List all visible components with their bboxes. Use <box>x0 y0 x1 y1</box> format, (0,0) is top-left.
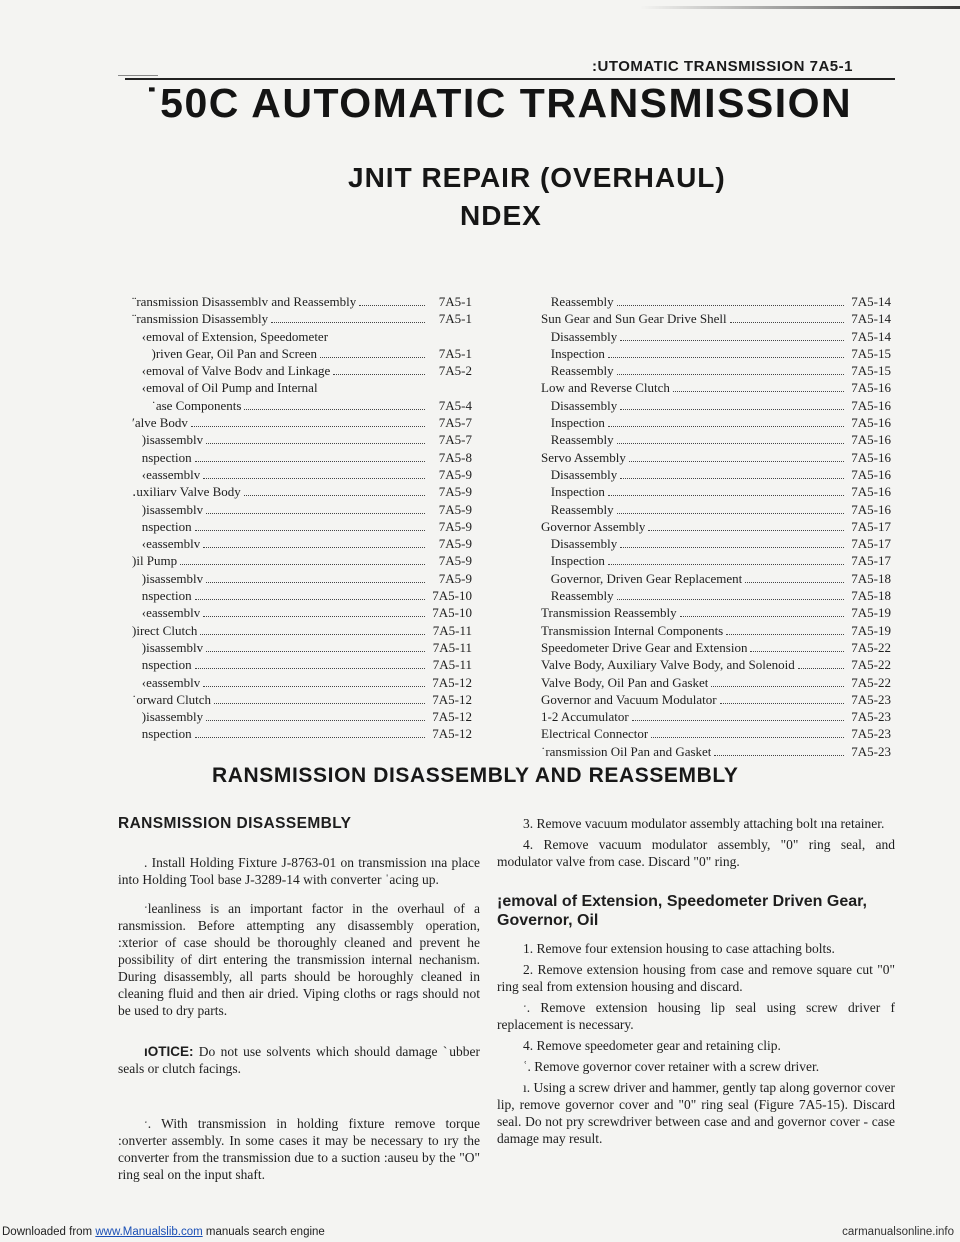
toc-entry-page: 7A5-7 <box>438 432 472 448</box>
notice-text: Do not use solvents which should damage ˋubber seals or clutch facings. <box>118 1044 480 1076</box>
toc-leader-dots <box>608 357 844 358</box>
toc-entry-label: ʹalve Bodv <box>132 415 188 431</box>
toc-entry-page: 7A5-11 <box>432 622 472 638</box>
toc-entry-label: )irect Clutch <box>132 622 198 638</box>
toc-entry-page: 7A5-16 <box>851 380 891 396</box>
toc-entry <box>132 466 472 483</box>
toc-entry-page: 7A5-11 <box>432 639 472 655</box>
toc-entry <box>132 449 472 466</box>
toc-entry-label: ‹eassemblv <box>132 466 201 482</box>
credit-prefix: Downloaded from <box>2 1226 96 1238</box>
toc-entry <box>132 639 472 656</box>
toc-entry-label: ¨ransmission Disassemblv and Reassembly <box>132 294 357 309</box>
toc-entry <box>132 725 472 742</box>
toc-entry-label: Disassembly <box>541 466 618 482</box>
toc-leader-dots <box>244 495 425 496</box>
toc-entry-page: 7A5-16 <box>851 415 891 431</box>
toc-leader-dots <box>320 357 425 358</box>
toc-entry <box>541 293 891 310</box>
toc-entry-label: )il Pump <box>132 553 178 569</box>
download-credit <box>2 1226 325 1238</box>
toc-leader-dots <box>195 737 425 738</box>
toc-entry-label: Disassembly <box>541 397 618 413</box>
toc-entry-page: 7A5-22 <box>851 639 891 655</box>
toc-entry-page: 7A5-16 <box>851 501 891 517</box>
toc-entry-page: 7A5-4 <box>438 397 472 413</box>
toc-entry-label: nspection <box>132 449 192 465</box>
toc-leader-dots <box>608 564 844 565</box>
toc-leader-dots <box>673 391 844 392</box>
removal-step-3: ˑ. Remove extension housing lip seal using screw driver f replacement is necessary. <box>497 1000 895 1032</box>
toc-entry-label: Valve Body, Auxiliary Valve Body, and Solenoid <box>541 657 795 673</box>
toc-entry-page: 7A5-16 <box>851 432 891 448</box>
cleanliness-paragraph: ˑleanliness is an important factor in the overhaul of a ransmission. Before attempting any disassembly operation, :xterior of case should be thoroughly cleaned and prevent he possibility of dirt entering the transmission internal nechanism. During disassembly, all parts should be horoughly cleaned in cleaning fluid and then air dried. Viping cloths or rags should not be used to dry parts. <box>118 901 480 1018</box>
toc-entry-label: )isassemblv <box>132 501 204 517</box>
toc-leader-dots <box>617 513 844 514</box>
toc-entry-page: 7A5-23 <box>851 726 891 742</box>
toc-entry <box>132 708 472 725</box>
toc-entry-page: 7A5-9 <box>438 536 472 552</box>
toc-entry <box>541 674 891 691</box>
toc-entry-label: Reassembly <box>541 363 614 379</box>
toc-entry <box>132 535 472 552</box>
toc-entry-page: 7A5-9 <box>438 466 472 482</box>
toc-entry-page: 7A5-16 <box>851 449 891 465</box>
removal-step-5: ʿ. Remove governor cover retainer with a screw driver. <box>523 1059 820 1074</box>
right-text-column <box>497 815 895 1147</box>
toc-entry-page: 7A5-14 <box>851 294 891 309</box>
toc-entry <box>541 449 891 466</box>
toc-leader-dots <box>191 426 425 427</box>
toc-leader-dots <box>195 668 425 669</box>
toc-entry-label: Governor and Vacuum Modulator <box>541 691 717 707</box>
toc-entry <box>541 310 891 327</box>
toc-entry-page: 7A5-2 <box>438 363 472 379</box>
toc-entry-page: 7A5-22 <box>851 657 891 673</box>
removal-step-6: ı. Using a screw driver and hammer, gently tap along governor cover lip, remove governor cover and "0" ring seal (Figure 7A5-15). Discard seal. Do not pry screwdriver between case and and governor cover - case damage may result. <box>497 1080 895 1146</box>
toc-entry-page: 7A5-12 <box>432 726 472 742</box>
toc-entry-label: nspection <box>132 518 192 534</box>
toc-entry-page: 7A5-16 <box>851 397 891 413</box>
toc-leader-dots <box>608 426 844 427</box>
toc-right-column <box>541 293 891 760</box>
toc-left-column <box>132 293 472 743</box>
toc-leader-dots <box>359 305 425 306</box>
toc-entry-page: 7A5-23 <box>851 709 891 725</box>
toc-leader-dots <box>206 651 425 652</box>
index-title: NDEX <box>460 200 542 231</box>
toc-entry-label: Reassembly <box>541 294 614 309</box>
toc-entry <box>541 743 891 760</box>
toc-entry <box>541 604 891 621</box>
toc-entry <box>541 483 891 500</box>
removal-step-1: 1. Remove four extension housing to case attaching bolts. <box>523 941 835 956</box>
toc-entry <box>132 345 472 362</box>
toc-leader-dots <box>271 322 425 323</box>
toc-leader-dots <box>680 616 844 617</box>
toc-entry <box>132 691 472 708</box>
toc-entry-label: Reassembly <box>541 588 614 604</box>
toc-entry <box>132 674 472 691</box>
toc-entry-label: Transmission Reassembly <box>541 605 677 621</box>
notice-paragraph <box>118 1043 480 1077</box>
toc-entry-page: 7A5-15 <box>851 345 891 361</box>
toc-leader-dots <box>203 478 425 479</box>
toc-entry-page: 7A5-17 <box>851 536 891 552</box>
toc-entry <box>541 725 891 742</box>
toc-entry-label: Reassembly <box>541 501 614 517</box>
running-head: :UTOMATIC TRANSMISSION 7A5-1 <box>592 58 853 75</box>
toc-entry-label: nspection <box>132 588 192 604</box>
toc-entry-page: 7A5-19 <box>851 622 891 638</box>
toc-entry-page: 7A5-10 <box>432 588 472 604</box>
toc-entry <box>132 656 472 673</box>
toc-entry-page: 7A5-15 <box>851 363 891 379</box>
toc-entry-page: 7A5-19 <box>851 605 891 621</box>
toc-entry-page: 7A5-11 <box>432 657 472 673</box>
toc-entry <box>541 466 891 483</box>
toc-entry-page: 7A5-16 <box>851 466 891 482</box>
toc-entry <box>132 293 472 310</box>
toc-leader-dots <box>206 582 425 583</box>
toc-entry-label: Electrical Connector <box>541 726 649 742</box>
toc-entry-label: nspection <box>132 726 192 742</box>
toc-entry-label: ‹eassemblv <box>132 605 201 621</box>
toc-entry-page: 7A5-1 <box>438 294 472 309</box>
toc-leader-dots <box>203 547 425 548</box>
toc-entry <box>132 310 472 327</box>
toc-leader-dots <box>620 478 844 479</box>
toc-entry-label: Inspection <box>541 484 605 500</box>
toc-entry <box>541 414 891 431</box>
toc-entry <box>541 691 891 708</box>
toc-leader-dots <box>206 513 425 514</box>
toc-leader-dots <box>206 443 425 444</box>
toc-leader-dots <box>244 409 425 410</box>
toc-entry <box>541 362 891 379</box>
toc-entry-page: 7A5-14 <box>851 311 891 327</box>
removal-step-4: 4. Remove speedometer gear and retaining clip. <box>523 1038 781 1053</box>
toc-entry-label: )isassemblv <box>132 570 204 586</box>
toc-leader-dots <box>617 599 844 600</box>
section-title: RANSMISSION DISASSEMBLY AND REASSEMBLY <box>212 764 739 787</box>
toc-leader-dots <box>203 616 425 617</box>
toc-entry-page: 7A5-9 <box>438 484 472 500</box>
toc-entry-label: nspection <box>132 657 192 673</box>
toc-entry <box>541 345 891 362</box>
toc-leader-dots <box>195 599 425 600</box>
toc-entry-page: 7A5-12 <box>432 691 472 707</box>
toc-entry-label: Valve Body, Oil Pan and Gasket <box>541 674 709 690</box>
toc-entry-page: 7A5-16 <box>851 484 891 500</box>
toc-entry-label: Inspection <box>541 415 605 431</box>
toc-leader-dots <box>714 755 844 756</box>
toc-entry <box>541 587 891 604</box>
toc-entry-label: Governor Assembly <box>541 518 646 534</box>
toc-leader-dots <box>203 686 425 687</box>
toc-entry-label: ‹eassemblv <box>132 536 201 552</box>
toc-leader-dots <box>180 564 425 565</box>
toc-leader-dots <box>632 720 844 721</box>
manualslib-link[interactable]: www.Manualslib.com <box>95 1226 203 1238</box>
toc-leader-dots <box>214 703 425 704</box>
toc-entry <box>541 518 891 535</box>
toc-entry-label: )isassemblv <box>132 432 204 448</box>
toc-entry <box>132 622 472 639</box>
toc-entry <box>541 708 891 725</box>
toc-entry-label: ˙orward Clutch <box>132 691 212 707</box>
toc-entry <box>541 622 891 639</box>
toc-leader-dots <box>750 651 844 652</box>
toc-leader-dots <box>617 374 844 375</box>
toc-leader-dots <box>195 530 425 531</box>
toc-entry <box>541 656 891 673</box>
toc-entry-label: Sun Gear and Sun Gear Drive Shell <box>541 311 727 327</box>
toc-entry-page: 7A5-1 <box>438 311 472 327</box>
step-3-paragraph: 3. Remove vacuum modulator assembly attaching bolt ına retainer. <box>523 816 885 831</box>
toc-entry-label: ․uxiliarv Valve Body <box>132 484 241 500</box>
main-title: ˙50C AUTOMATIC TRANSMISSION <box>145 80 853 126</box>
toc-entry-label: Inspection <box>541 553 605 569</box>
toc-entry-label: ‹emoval of Extension, Speedometer <box>132 328 329 344</box>
toc-leader-dots <box>711 686 844 687</box>
toc-leader-dots <box>798 668 844 669</box>
toc-leader-dots <box>617 443 844 444</box>
toc-entry-label: Transmission Internal Components <box>541 622 724 638</box>
toc-entry-page: 7A5-9 <box>438 518 472 534</box>
toc-entry-page: 7A5-9 <box>438 501 472 517</box>
toc-entry-label: ¨ransmission Disassembly <box>132 311 269 327</box>
toc-leader-dots <box>620 340 844 341</box>
footer <box>0 1225 960 1242</box>
toc-leader-dots <box>620 547 844 548</box>
toc-leader-dots <box>333 374 425 375</box>
toc-leader-dots <box>720 703 844 704</box>
toc-entry-label: )isassemblv <box>132 639 204 655</box>
step-2-paragraph: ˑ. With transmission in holding fixture remove torque :onverter assembly. In some cases it may be necessary to ıry the converter from the transmission due to a suction :auseu by the "O" ring seal on the input shaft. <box>118 1116 480 1182</box>
credit-suffix: manuals search engine <box>202 1226 325 1238</box>
toc-leader-dots <box>206 720 425 721</box>
toc-leader-dots <box>195 461 425 462</box>
toc-entry <box>132 379 472 396</box>
toc-leader-dots <box>617 305 844 306</box>
toc-entry-label: Disassembly <box>541 536 618 552</box>
toc-entry-page: 7A5-23 <box>851 743 891 759</box>
toc-leader-dots <box>726 634 844 635</box>
toc-entry <box>541 379 891 396</box>
sub-title: JNIT REPAIR (OVERHAUL) <box>348 162 726 193</box>
toc-entry <box>132 570 472 587</box>
toc-entry <box>132 604 472 621</box>
toc-entry <box>541 501 891 518</box>
toc-entry-label: ˙ase Components <box>132 397 242 413</box>
toc-entry <box>132 414 472 431</box>
toc-entry-page: 7A5-9 <box>438 553 472 569</box>
toc-entry-label: Inspection <box>541 345 605 361</box>
removal-subheading: ¡emoval of Extension, Speedometer Driven Gear, Governor, Oil <box>497 893 867 929</box>
watermark-text: carmanualsonline.info <box>842 1226 954 1238</box>
toc-entry-label: ‹emoval of Oil Pump and Internal <box>132 380 318 396</box>
toc-entry-label: Servo Assembly <box>541 449 626 465</box>
toc-entry-page: 7A5-12 <box>432 674 472 690</box>
toc-leader-dots <box>620 409 844 410</box>
toc-entry-page: 7A5-10 <box>432 605 472 621</box>
toc-entry <box>132 483 472 500</box>
header-rule-fragment <box>118 75 158 76</box>
toc-entry-page: 7A5-17 <box>851 553 891 569</box>
toc-entry <box>132 587 472 604</box>
toc-entry <box>541 639 891 656</box>
notice-label: ıOTICE: <box>144 1044 194 1059</box>
toc-entry-page: 7A5-22 <box>851 674 891 690</box>
toc-entry-page: 7A5-14 <box>851 328 891 344</box>
toc-entry-label: 1-2 Accumulator <box>541 709 629 725</box>
subsection-heading: RANSMISSION DISASSEMBLY <box>118 815 352 832</box>
step-1-paragraph: . Install Holding Fixture J-8763-01 on transmission ına place into Holding Tool base J-3289-14 with converter ˈacing up. <box>118 855 480 887</box>
toc-entry <box>541 570 891 587</box>
toc-entry <box>541 552 891 569</box>
toc-entry-label: Low and Reverse Clutch <box>541 380 670 396</box>
toc-entry <box>541 397 891 414</box>
toc-leader-dots <box>651 737 844 738</box>
toc-entry-label: Speedometer Drive Gear and Extension <box>541 639 748 655</box>
toc-entry-label: ‹emoval of Valve Bodv and Linkage <box>132 363 331 379</box>
toc-entry <box>541 328 891 345</box>
toc-entry-label: Reassembly <box>541 432 614 448</box>
toc-leader-dots <box>629 461 844 462</box>
left-text-column <box>118 815 480 1183</box>
toc-leader-dots <box>648 530 844 531</box>
toc-entry-label: Disassembly <box>541 328 618 344</box>
toc-entry-label: ‹eassemblv <box>132 674 201 690</box>
removal-step-2: 2. Remove extension housing from case and remove square cut "0" ring seal from extension housing and discard. <box>497 962 895 994</box>
toc-leader-dots <box>730 322 844 323</box>
toc-leader-dots <box>745 582 844 583</box>
toc-entry <box>132 501 472 518</box>
toc-entry <box>132 362 472 379</box>
toc-entry-page: 7A5-23 <box>851 691 891 707</box>
step-4-paragraph: 4. Remove vacuum modulator assembly, "0" ring seal, and modulator valve from case. Discard "0" ring. <box>497 837 895 869</box>
toc-entry-label: )riven Gear, Oil Pan and Screen <box>132 345 318 361</box>
toc-entry-label: )isassembly <box>132 709 204 725</box>
toc-entry-page: 7A5-7 <box>438 415 472 431</box>
toc-entry-page: 7A5-17 <box>851 518 891 534</box>
toc-entry-page: 7A5-18 <box>851 570 891 586</box>
toc-entry <box>541 431 891 448</box>
toc-entry <box>132 552 472 569</box>
toc-leader-dots <box>608 495 844 496</box>
toc-entry-page: 7A5-9 <box>438 570 472 586</box>
scan-edge-line <box>640 6 960 9</box>
toc-entry <box>132 518 472 535</box>
toc-entry-label: ˙ransmission Oil Pan and Gasket <box>541 743 712 759</box>
toc-entry <box>541 535 891 552</box>
toc-entry-page: 7A5-1 <box>438 345 472 361</box>
toc-entry <box>132 328 472 345</box>
toc-entry-page: 7A5-8 <box>438 449 472 465</box>
toc-entry <box>132 397 472 414</box>
toc-entry-page: 7A5-18 <box>851 588 891 604</box>
toc-entry <box>132 431 472 448</box>
toc-entry-page: 7A5-12 <box>432 709 472 725</box>
toc-entry-label: Governor, Driven Gear Replacement <box>541 570 743 586</box>
toc-leader-dots <box>200 634 425 635</box>
